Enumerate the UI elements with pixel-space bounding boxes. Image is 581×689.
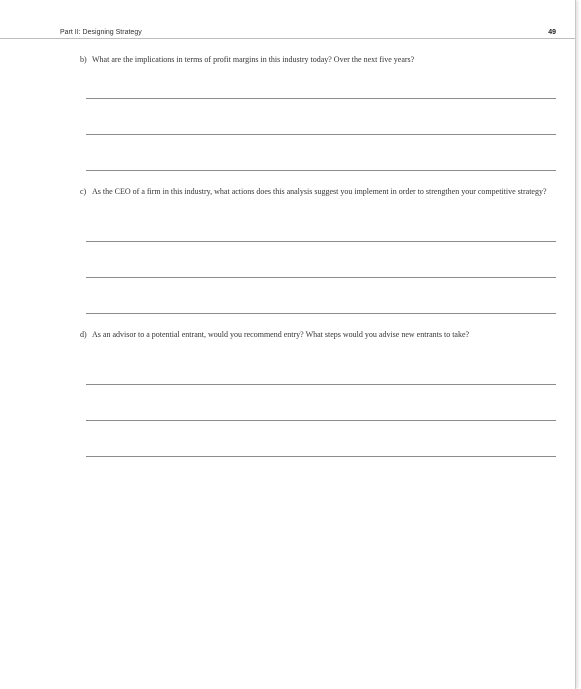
question-letter: c) [80,187,87,196]
answer-line [86,456,556,457]
question-letter: b) [80,55,87,64]
question-b [80,55,556,65]
question-text: As the CEO of a firm in this industry, what actions does this analysis suggest you implement in order to strengthen your competitive strategy? [92,187,547,196]
section-title: Part II: Designing Strategy [60,29,142,36]
question-d [80,330,556,340]
answer-line [86,241,556,242]
answer-line [86,420,556,421]
answer-line [86,313,556,314]
answer-line [86,134,556,135]
question-text: As an advisor to a potential entrant, would you recommend entry? What steps would you advise new entrants to take? [92,330,470,339]
answer-line [86,277,556,278]
answer-line [86,170,556,171]
question-c [80,187,556,197]
answer-line [86,384,556,385]
answer-line [86,98,556,99]
page-number: 49 [548,29,556,36]
question-letter: d) [80,330,87,339]
question-text: What are the implications in terms of profit margins in this industry today? Over the next five years? [92,55,415,64]
page-header [60,29,556,43]
header-divider [0,38,575,39]
